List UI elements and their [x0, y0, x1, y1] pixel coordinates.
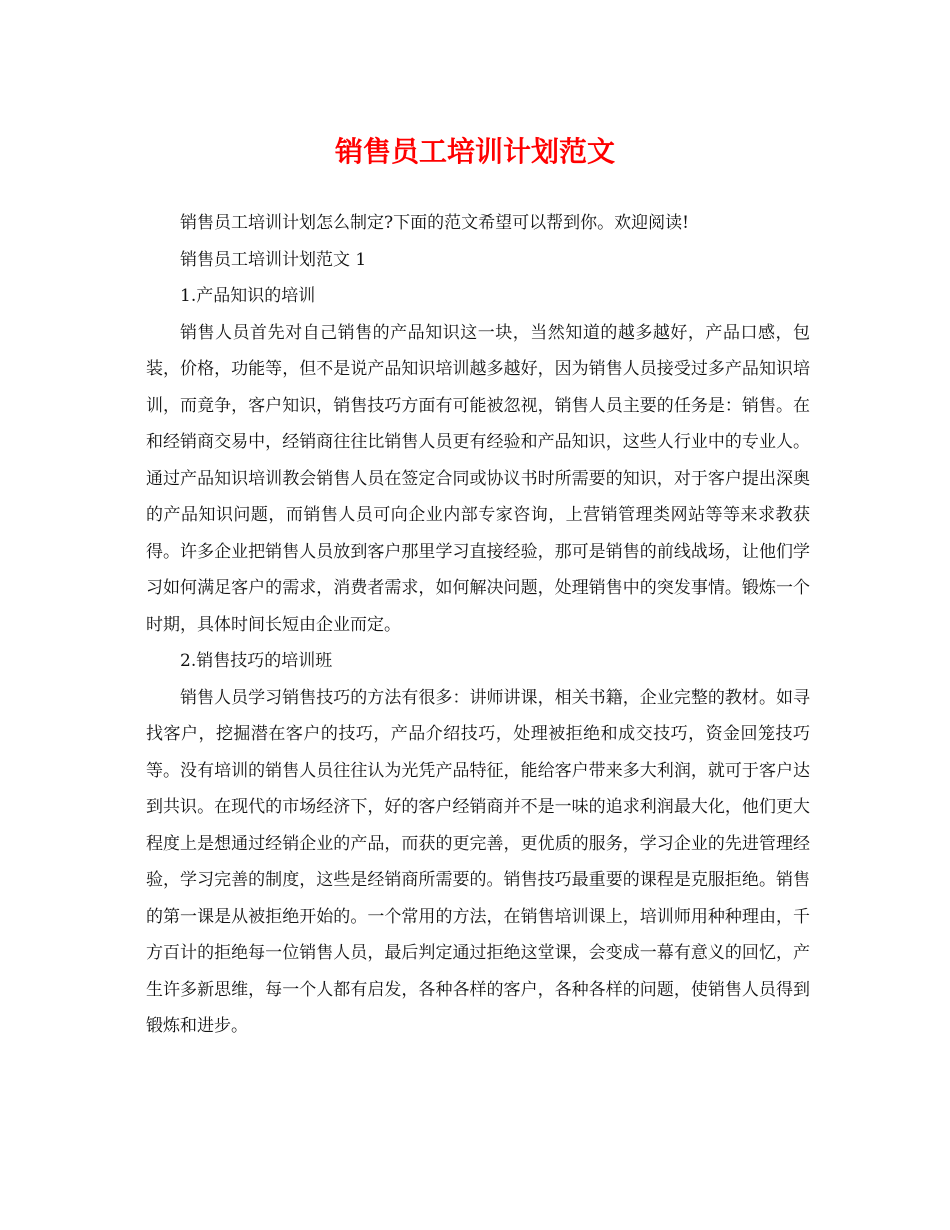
- intro-paragraph: 销售员工培训计划怎么制定?下面的范文希望可以帮到你。欢迎阅读!: [180, 213, 689, 233]
- section-heading: 销售员工培训计划范文 1: [180, 249, 367, 270]
- subsection-heading-1: 1.产品知识的培训: [180, 286, 316, 306]
- body-paragraph-1: 销售人员首先对自己销售的产品知识这一块，当然知道的越多越好，产品口感，包装，价格，功能等，但不是说产品知识培训越多越好，因为销售人员接受过多产品知识培训，而竟争，客户知识，销售技巧方面有可能被忽视，销售人员主要的任务是：销售。在和经销商交易中，经销商往往比销售人员更有经验和产品知识，这些人行业中的专业人。通过产品知识培训教会销售人员在签定合同或协议书时所需要的知识，对于客户提出深奥的产品知识问题，而销售人员可向企业内部专家咨询，上营销管理类网站等等来求教获得。许多企业把销售人员放到客户那里学习直接经验，那可是销售的前线战场，让他们学习如何满足客户的需求，消费者需求，如何解决问题，处理销售中的突发事情。锻炼一个时期，具体时间长短由企业而定。: [146, 322, 810, 635]
- document-body: [146, 205, 810, 1045]
- body-paragraph-2: 销售人员学习销售技巧的方法有很多：讲师讲课，相关书籍，企业完整的教材。如寻找客户，挖掘潜在客户的技巧，产品介绍技巧，处理被拒绝和成交技巧，资金回笼技巧等。没有培训的销售人员往往认为光凭产品特征，能给客户带来多大利润，就可于客户达到共识。在现代的市场经济下，好的客户经销商并不是一味的追求利润最大化，他们更大程度上是想通过经销企业的产品，而获的更完善，更优质的服务，学习企业的先进管理经验，学习完善的制度，这些是经销商所需要的。销售技巧最重要的课程是克服拒绝。销售的第一课是从被拒绝开始的。一个常用的方法，在销售培训课上，培训师用种种理由，千方百计的拒绝每一位销售人员，最后判定通过拒绝这堂课，会变成一幕有意义的回忆，产生许多新思维，每一个人都有启发，各种各样的客户，各种各样的问题，使销售人员得到锻炼和进步。: [146, 687, 810, 1036]
- document-title: 销售员工培训计划范文: [334, 135, 615, 168]
- subsection-heading-2: 2.销售技巧的培训班: [180, 651, 333, 671]
